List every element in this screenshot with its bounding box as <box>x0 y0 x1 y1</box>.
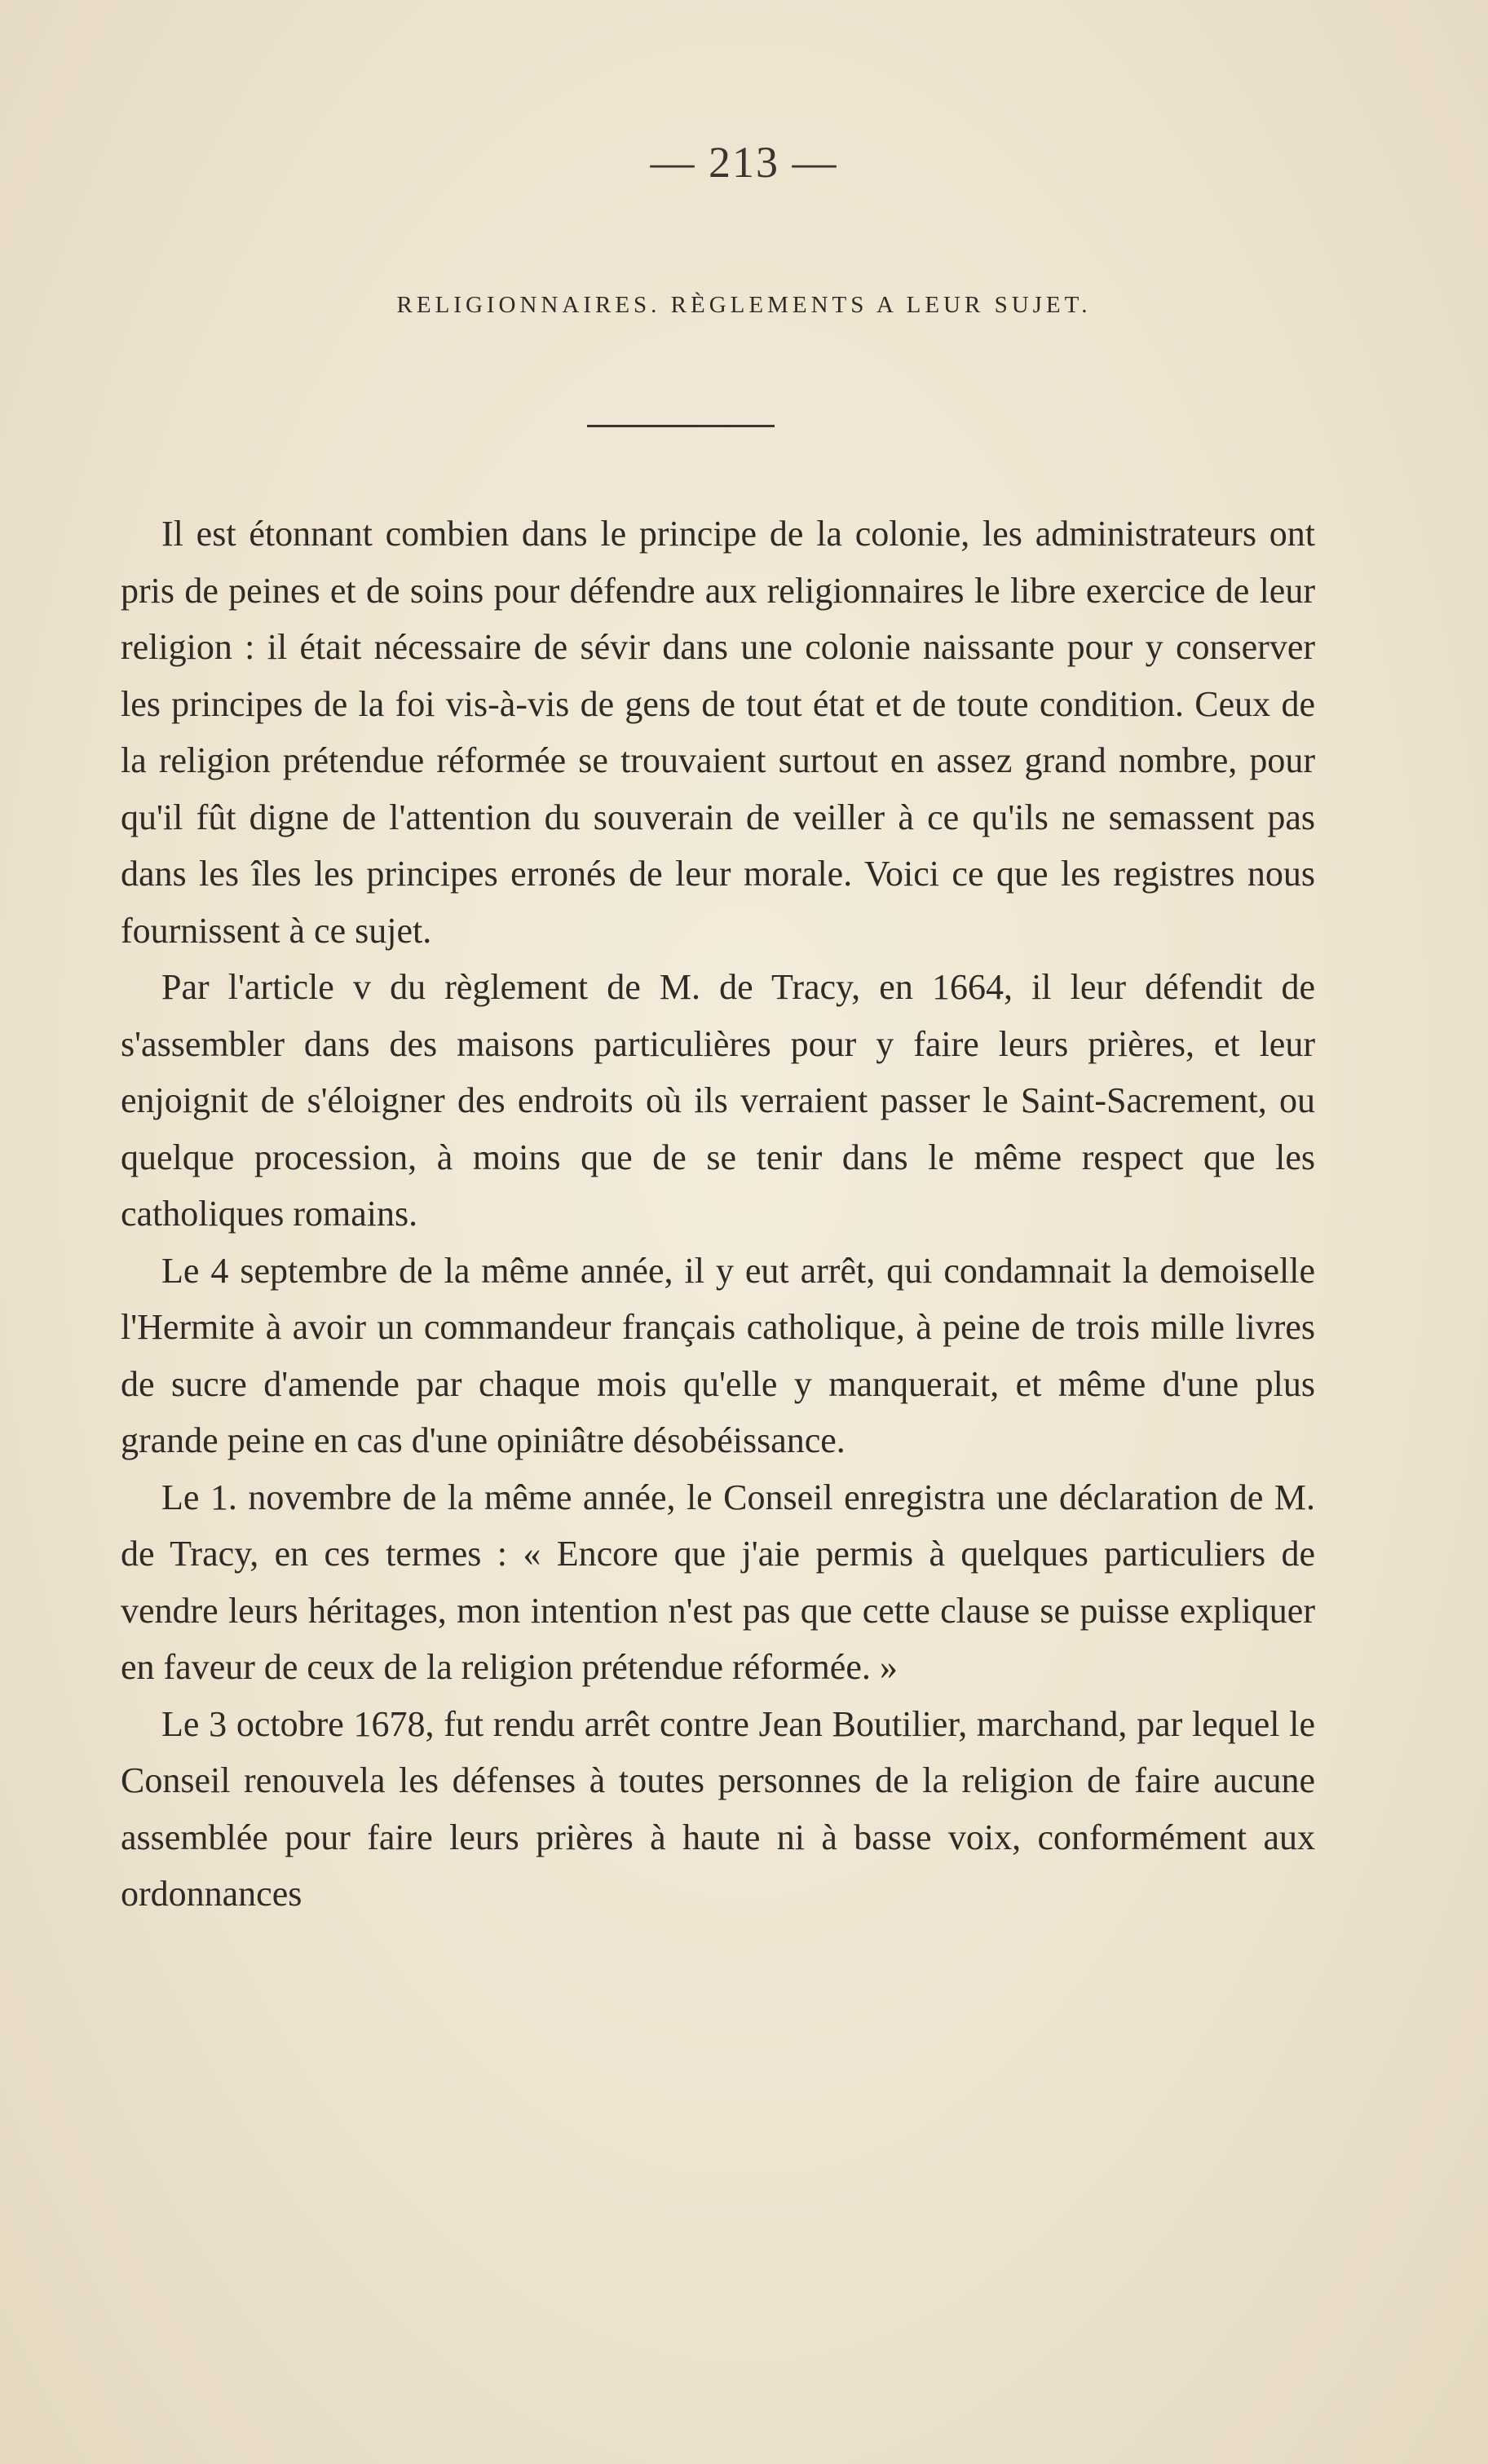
paragraph: Le 4 septembre de la même année, il y eut arrêt, qui condamnait la demoiselle l'Hermite à avoir un commandeur français catholique, à peine de trois mille livres de sucre d'amende par chaque mois qu'elle y manquerait, et même d'une plus grande peine en cas d'une opiniâtre désobéissance. <box>121 1250 1315 1460</box>
paragraph: Par l'article v du règlement de M. de Tracy, en 1664, il leur défendit de s'assembler dans des maisons particulières pour y faire leurs prières, et leur enjoignit de s'éloigner des endroits où ils verraient passer le Saint-Sacrement, ou quelque procession, à moins que de se tenir dans le même respect que les catholiques romains. <box>121 967 1315 1234</box>
running-head: RELIGIONNAIRES. RÈGLEMENTS A LEUR SUJET. <box>396 292 1092 318</box>
paragraph: Il est étonnant combien dans le principe de la colonie, les administrateurs ont pris de peines et de soins pour défendre aux religionnaires le libre exercice de leur religion : il était nécessaire de sévir dans une colonie naissante pour y conserver les principes de la foi vis-à-vis de gens de tout état et de toute condition. Ceux de la religion prétendue réformée se trouvaient surtout en assez grand nombre, pour qu'il fût digne de l'attention du souverain de veiller à ce qu'ils ne semassent pas dans les îles les principes erronés de leur morale. Voici ce que les registres nous fournissent à ce sujet. <box>121 514 1315 951</box>
section-rule <box>587 425 775 427</box>
page-number: — 213 — <box>650 138 838 187</box>
paragraph: Le 3 octobre 1678, fut rendu arrêt contre Jean Boutilier, marchand, par lequel le Conseil renouvela les défenses à toutes personnes de la religion de faire aucune assemblée pour faire leurs prières à haute ni à basse voix, conformément aux ordonnances <box>121 1703 1315 1914</box>
paragraph: Le 1. novembre de la même année, le Conseil enregistra une déclaration de M. de Tracy, en ces termes : « Encore que j'aie permis à quelques particuliers de vendre leurs héritages, mon intention n'est pas que cette clause se puisse expliquer en faveur de ceux de la religion prétendue réformée. » <box>121 1477 1315 1687</box>
body-text <box>121 506 1315 1923</box>
